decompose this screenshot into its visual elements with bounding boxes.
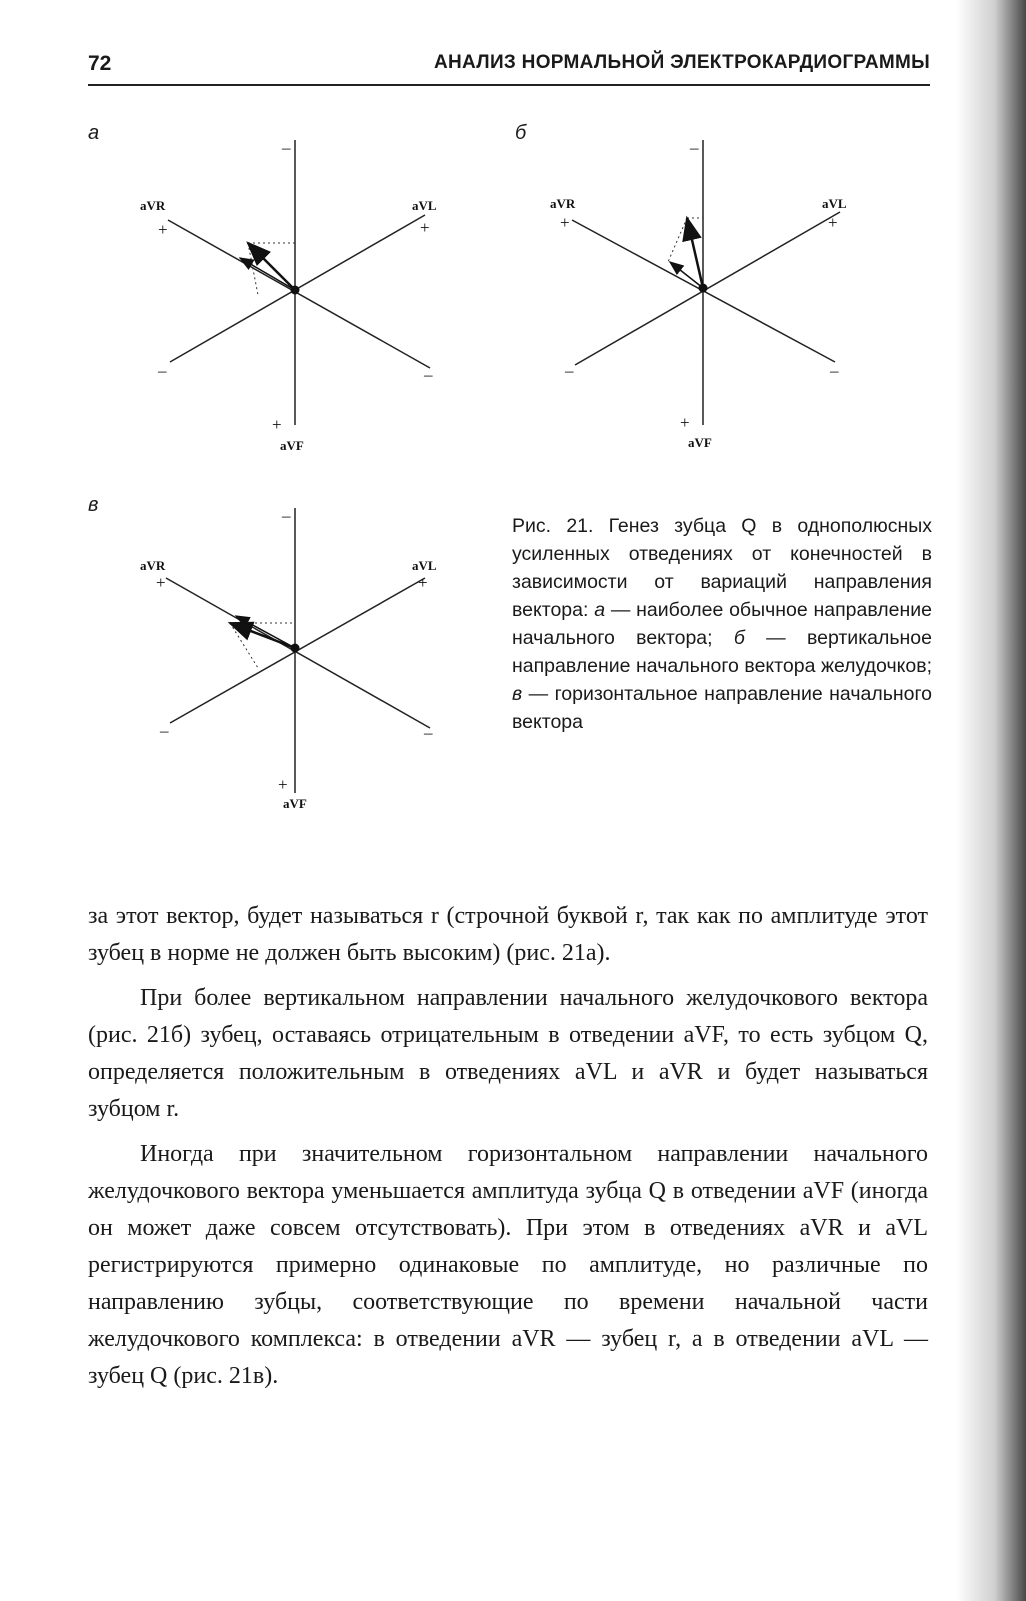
paragraph: При более вертикальном направлении начального желудочкового вектора (рис. 21б) зубец, оставаясь отрицательным в отведении aVF, то есть зубцом Q, определяется положительным в отведениях aVL и aVR и будет называться зубцом r.: [88, 985, 928, 1122]
projection-arrow: [236, 616, 295, 648]
avf-label: aVF: [283, 796, 307, 811]
avr-minus-sign: –: [424, 723, 433, 742]
paragraph: за этот вектор, будет называться r (строчной буквой r, так как по амплитуде этот зубец в норме не должен быть высоким) (рис. 21а).: [88, 903, 928, 966]
initial-vector-arrow: [230, 623, 295, 648]
avf-plus-sign: +: [278, 775, 288, 794]
caption-item-letter: а: [594, 599, 606, 621]
avl-label: aVL: [822, 196, 847, 211]
avl-plus-sign: +: [828, 213, 838, 232]
running-title: АНАЛИЗ НОРМАЛЬНОЙ ЭЛЕКТРОКАРДИОГРАММЫ: [434, 52, 930, 73]
caption-title: Рис. 21. Генез зубца Q в однополюсных усиленных отведениях от конечностей в зависимости от вариаций направления вектора:: [512, 515, 932, 621]
avr-plus-sign: +: [158, 220, 168, 239]
panel-a-diagram: [140, 140, 460, 470]
avf-label: aVF: [280, 438, 304, 453]
paragraph: Иногда при значительном горизонтальном направлении начального желудочкового вектора уменьшается амплитуда зубца Q в отведении aVF (иногда он может даже совсем отсутствовать). При этом в отведениях aVR и aVL регистрируются примерно одинаковые по амплитуде, но различные по направлению зубцы, соответствующие по времени начальной части желудочкового комплекса: в отведении aVR — зубец r, а в отведении aVL — зубец Q (рис. 21в).: [88, 1141, 929, 1389]
caption-item-letter: б: [733, 627, 745, 649]
avf-minus-sign: –: [282, 506, 291, 525]
panel-b-diagram: [550, 140, 870, 470]
projection-line: [230, 623, 258, 668]
panel-b-letter: б: [515, 122, 527, 144]
avl-plus-sign: +: [418, 573, 428, 592]
avr-axis: [168, 220, 430, 368]
panel-c-letter: в: [88, 494, 99, 516]
avl-minus-sign: –: [158, 361, 167, 380]
avl-minus-sign: –: [160, 721, 169, 740]
panel-a-letter: а: [88, 122, 100, 144]
avr-label: aVR: [550, 196, 576, 211]
caption-item-text: — вертикальное направление начального вектора желудочков;: [512, 627, 932, 677]
body-text: [88, 898, 928, 1395]
avr-label: aVR: [140, 198, 166, 213]
avl-plus-sign: +: [420, 218, 430, 237]
page-number: 72: [88, 52, 112, 75]
center-point: [291, 644, 300, 653]
avf-plus-sign: +: [680, 413, 690, 432]
page-header: [88, 46, 930, 86]
avr-minus-sign: –: [424, 365, 433, 384]
avr-label: aVR: [140, 558, 166, 573]
figure-caption: [512, 512, 932, 736]
avl-label: aVL: [412, 198, 437, 213]
avl-minus-sign: –: [565, 361, 574, 380]
avf-minus-sign: –: [690, 138, 699, 157]
avl-label: aVL: [412, 558, 437, 573]
projection-line: [668, 218, 687, 262]
avf-label: aVF: [688, 435, 712, 450]
center-point: [291, 286, 300, 295]
page-edge-shadow: [956, 0, 1026, 1601]
avf-plus-sign: +: [272, 415, 282, 434]
avf-minus-sign: –: [282, 138, 291, 157]
avr-plus-sign: +: [560, 213, 570, 232]
panel-c-diagram: [140, 508, 460, 838]
avr-plus-sign: +: [156, 573, 166, 592]
caption-item-letter: в: [512, 683, 523, 705]
center-point: [699, 284, 708, 293]
avl-axis: [575, 212, 840, 365]
avr-minus-sign: –: [830, 361, 839, 380]
caption-item-text: — горизонтальное направление начального вектора: [512, 683, 932, 733]
avr-axis: [166, 578, 430, 728]
caption-item-text: — наиболее обычное направление начального вектора;: [512, 599, 933, 649]
